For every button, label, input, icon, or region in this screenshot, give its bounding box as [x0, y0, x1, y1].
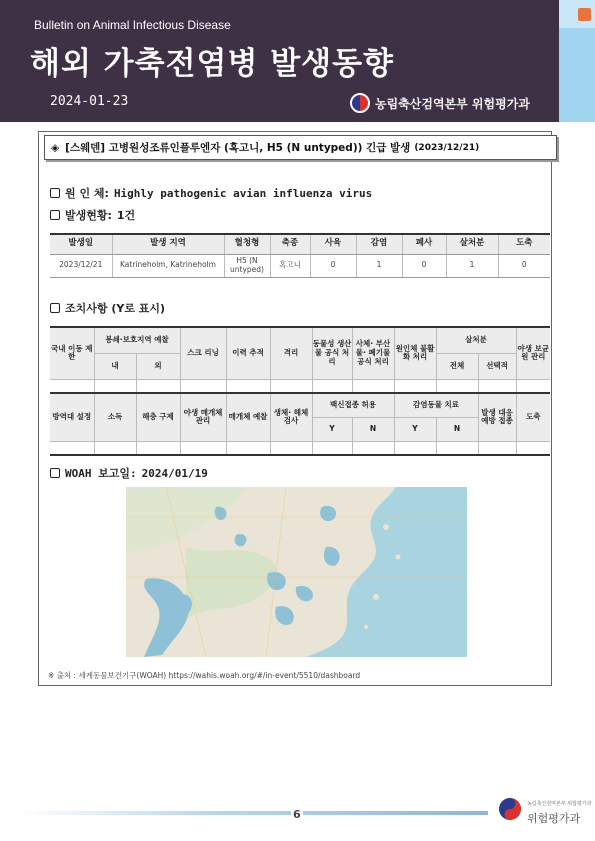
cell-date: 2023/12/21: [50, 254, 112, 277]
status-line: [50, 207, 135, 223]
checkbox-icon: [50, 188, 60, 198]
measure-culling: 살처분: [436, 327, 516, 353]
cell-slaughtered: 0: [498, 254, 550, 277]
measures-values-row: [50, 441, 550, 455]
measure-zone-out: 외: [136, 353, 180, 379]
checkbox-icon: [50, 468, 60, 478]
measure-screening: 스크 리닝: [180, 327, 226, 379]
measure-culling-all: 전체: [436, 353, 478, 379]
measure-vaccine: 백신접종 허용: [312, 393, 394, 417]
header-cell: 발생일: [50, 234, 112, 254]
measure-prevention: 발생 대응 예방 접종: [478, 393, 516, 441]
measure-wild-mgmt: 야생 보균원 관리: [516, 327, 550, 379]
measure-zone: 봉쇄·보호지역 예찰: [94, 327, 180, 353]
cell-susceptible: 0: [310, 254, 356, 277]
header-cell: 살처분: [446, 234, 498, 254]
measure-zone-in: 내: [94, 353, 136, 379]
measure-inactivation: 원인체 불활화 처리: [394, 327, 436, 379]
vaccine-n: N: [352, 417, 394, 441]
measure-slaughter: 도축: [516, 393, 550, 441]
measure-vector: 매개체 예찰: [226, 393, 270, 441]
outbreak-map[interactable]: [126, 487, 467, 657]
source-footnote: ※ 출처 : 세계동물보건기구(WOAH) https://wahis.woah.org/#/in-event/5510/dashboard: [48, 671, 361, 680]
measures-label: 조치사항 (Y로 표시): [65, 302, 166, 315]
header-cell: 감염: [356, 234, 402, 254]
status-value: 1건: [116, 209, 136, 222]
cell-deaths: 0: [402, 254, 446, 277]
woah-label: WOAH 보고일:: [65, 467, 137, 480]
pathogen-label: 원 인 체:: [65, 187, 109, 200]
diamond-icon: ◈: [51, 141, 60, 154]
table-header-row: [50, 234, 550, 254]
header-cell: 도축: [498, 234, 550, 254]
header-cell: 축종: [270, 234, 310, 254]
vaccine-y: Y: [312, 417, 352, 441]
cell-region: Katrineholm, Katrineholm: [112, 254, 224, 277]
pathogen-line: [50, 185, 372, 201]
corner-fold-icon: [578, 8, 591, 21]
footer-logo-icon: [498, 797, 522, 821]
woah-date: 2024/01/19: [141, 466, 208, 480]
publish-date: 2024-01-23: [50, 94, 129, 109]
outbreak-table: [50, 233, 550, 278]
measures-table: [50, 326, 550, 456]
measures-heading: [50, 300, 165, 316]
page-number: 6: [293, 808, 301, 821]
org-logo-icon: [350, 93, 370, 113]
measure-domestic: 국내 이동 제한: [50, 327, 94, 379]
org-badge: [350, 91, 530, 115]
header-cell: 발생 지역: [112, 234, 224, 254]
measure-carcass-disposal: 사체· 부산물· 폐기물 공식 처리: [352, 327, 394, 379]
treatment-n: N: [436, 417, 478, 441]
checkbox-icon: [50, 210, 60, 220]
checkbox-icon: [50, 303, 60, 313]
cell-killed: 1: [446, 254, 498, 277]
report-title-date: (2023/12/21): [414, 142, 480, 153]
map-image: [126, 487, 467, 657]
woah-line: [50, 465, 208, 481]
footer-org-small: 농림축산검역본부 위험평가과: [527, 801, 592, 807]
cell-species: 혹고니: [270, 254, 310, 277]
measure-tracing: 이력 추적: [226, 327, 270, 379]
header-cell: 폐사: [402, 234, 446, 254]
footer-rule: [18, 811, 488, 815]
table-row: [50, 254, 550, 277]
header-cell: 사육: [310, 234, 356, 254]
footer-org: 위험평가과: [527, 812, 581, 825]
measures-values-row: [50, 379, 550, 393]
measure-pest: 해충 구제: [136, 393, 180, 441]
measure-quarantine: 격리: [270, 327, 312, 379]
measure-animal-disposal: 동물성 생산물 공식 처리: [312, 327, 352, 379]
cell-cases: 1: [356, 254, 402, 277]
measure-zoning: 방역대 설정: [50, 393, 94, 441]
org-name: 농림축산검역본부 위험평가과: [375, 96, 530, 111]
header-cell: 혈청형: [224, 234, 270, 254]
treatment-y: Y: [394, 417, 436, 441]
report-title: [스웨덴] 고병원성조류인플루엔자 (혹고니, H5 (N untyped)) 긴급 발생: [65, 142, 411, 154]
pathogen-value: Highly pathogenic avian influenza virus: [113, 186, 373, 200]
measure-diagnosis: 생체· 해체 검사: [270, 393, 312, 441]
status-label: 발생현황:: [65, 209, 112, 222]
measure-wildlife: 야생 매개체 관리: [180, 393, 226, 441]
measure-culling-selective: 선택적: [478, 353, 516, 379]
cell-serotype: H5 (N untyped): [224, 254, 270, 277]
report-titlebar: [44, 135, 557, 160]
page-title: 해외 가축전염병 발생동향: [30, 46, 394, 82]
measure-disinfect: 소독: [94, 393, 136, 441]
measure-treatment: 감염동물 치료: [394, 393, 478, 417]
bulletin-subtitle: Bulletin on Animal Infectious Disease: [34, 18, 231, 32]
